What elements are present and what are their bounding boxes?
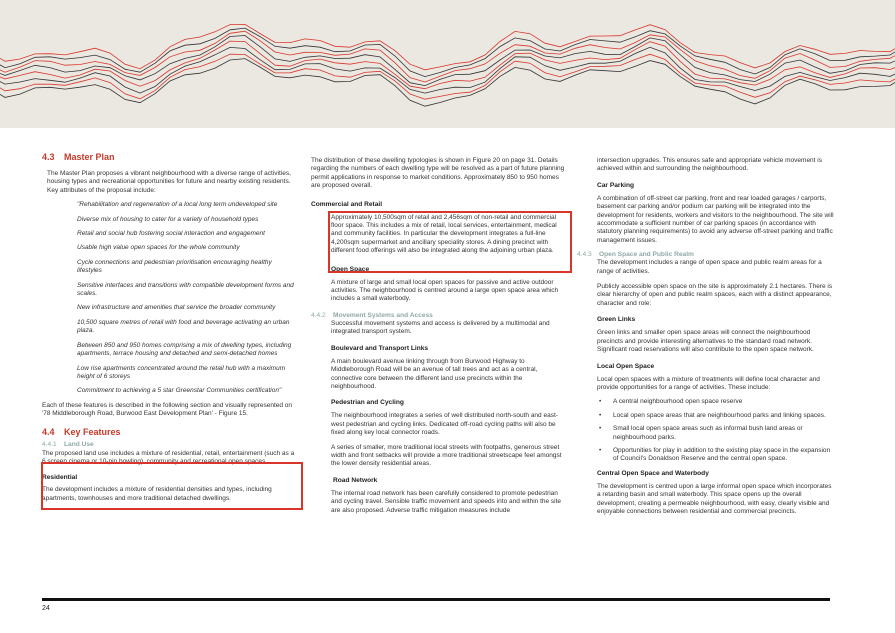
header-banner bbox=[0, 0, 895, 128]
features-description: Each of these features is described in the following section and visually represented on '78 Middleborough Road, Burwood East Development Plan' - Figure 15. bbox=[42, 401, 293, 418]
subsection-title: Open Space and Public Realm bbox=[599, 251, 694, 259]
commercial-retail-text: Approximately 10,500sqm of retail and 2,456sqm of non-retail and commercial floor space. This includes a mix of retail, local services, entertainment, medical and community facilities. In particular the development integrates a full-line 4,200sqm supermarket and ancillary speciality stores. A dining precinct with different food offerings will also be integrated along the adjoining urban plaza. bbox=[331, 213, 557, 255]
central-open-space-heading: Central Open Space and Waterbody bbox=[597, 469, 709, 477]
subsection-title: Land Use bbox=[64, 440, 94, 448]
subsection-heading-movement bbox=[311, 312, 567, 319]
land-use-text: The proposed land use includes a mixture of residential, retail, entertainment (such as a 6 screen cinema or 10-pin bowling), community and recreational open spaces. bbox=[42, 449, 295, 465]
subsection-heading-open-space-realm bbox=[577, 251, 835, 258]
key-attribute-item: Sensitive interfaces and transitions with compatible development forms and scales. bbox=[77, 281, 294, 298]
highlight-box-land-use bbox=[41, 462, 303, 510]
open-space-heading: Open Space bbox=[331, 265, 370, 273]
residential-text: The development includes a mixture of residential densities and types, including apartments, townhouses and more traditional detached dwellings. bbox=[42, 486, 272, 502]
pedestrian-cycling-heading: Pedestrian and Cycling bbox=[331, 399, 404, 407]
open-space-bullet-list bbox=[597, 398, 835, 463]
key-attribute-item: 10,500 square metres of retail with food and beverage activating an urban plaza. bbox=[77, 318, 290, 335]
bullet-text: Local open space areas that are neighbourhood parks and linking spaces. bbox=[613, 411, 826, 419]
key-attribute-item: Retail and social hub fostering social interaction and engagement bbox=[77, 230, 265, 238]
subsection-number: 4.4.1 bbox=[42, 440, 57, 448]
contour-line bbox=[0, 31, 895, 82]
key-attribute-item: New infrastructure and amenities that service the broader community bbox=[77, 304, 276, 312]
bullet-text: Opportunities for play in addition to the existing play space in the expansion of Council's Donaldson Reserve and the central open space. bbox=[613, 446, 831, 463]
contour-line bbox=[0, 28, 895, 77]
key-attribute-item: Cycle connections and pedestrian prioritisation encouraging healthy lifestyles bbox=[77, 258, 272, 275]
section-heading-key-features bbox=[42, 427, 298, 437]
section-number: 4.4 bbox=[42, 426, 55, 437]
car-parking-heading: Car Parking bbox=[597, 181, 635, 189]
column-left bbox=[42, 152, 298, 503]
public-realm-text: The development includes a range of open space and public realm areas for a range of activities. bbox=[597, 259, 822, 275]
key-attribute-item: Commitment to achieving a 5 star Greenstar Communities certification" bbox=[77, 387, 282, 395]
bullet-item bbox=[597, 447, 835, 464]
bullet-item bbox=[597, 425, 835, 442]
commercial-retail-heading: Commercial and Retail bbox=[311, 200, 383, 208]
key-attribute-item: Diverse mix of housing to cater for a variety of household types bbox=[77, 215, 259, 223]
bullet-text: A central neighbourhood open space reserve bbox=[613, 398, 743, 406]
key-attribute-item: "Rehabilitation and regeneration of a local long term undeveloped site bbox=[77, 201, 278, 209]
section-title: Master Plan bbox=[64, 152, 115, 162]
road-network-heading: Road Network bbox=[333, 476, 378, 484]
boulevard-heading: Boulevard and Transport Links bbox=[331, 344, 429, 352]
section-title: Key Features bbox=[64, 426, 121, 437]
bullet-item bbox=[597, 412, 835, 420]
boulevard-text: A main boulevard avenue linking through from Burwood Highway to Middleborough Road will be an avenue of tall trees and act as a central, connective core between the different land use precincts within the neighbourhood. bbox=[331, 357, 538, 390]
public-open-space-text: Publicly accessible open space on the site is approximately 2.1 hectares. There is clear hierarchy of open and public realm spaces, each with a distinct appearance, character and role: bbox=[597, 283, 833, 307]
column-right bbox=[577, 157, 835, 516]
local-streets-text: A series of smaller, more traditional local streets with footpaths, generous street width and front setbacks will provide a more traditional streetscape feel amongst the lower density residential areas. bbox=[331, 443, 562, 468]
master-plan-intro: The Master Plan proposes a vibrant neighbourhood with a diverse range of activities, housing types and recreational opportunities for future and nearby existing residents. Key attributes of the proposal include: bbox=[47, 170, 291, 194]
open-space-text: A mixture of large and small local open spaces for passive and active outdoor activities. The neighbourhood is centred around a large open space area which includes a small waterbody. bbox=[331, 278, 559, 303]
bullet-marker: • bbox=[599, 425, 602, 433]
subsection-title: Movement Systems and Access bbox=[333, 311, 433, 319]
bullet-marker: • bbox=[599, 411, 602, 419]
key-attribute-item: Low rise apartments concentrated around the retail hub with a maximum height of 6 storeys bbox=[77, 364, 286, 380]
green-links-text: Green links and smaller open space areas will connect the neighbourhood precincts and provide interesting alternatives to the standard road network. Significant road reservations will also contribute to the open space network. bbox=[597, 329, 814, 354]
subsection-heading-land-use bbox=[42, 441, 298, 448]
bullet-item bbox=[597, 398, 835, 406]
central-open-space-text: The development is centred upon a large informal open space which incorporates a retarding basin and small waterbody. This space opens up the overall development, creating a permeable neighbourhood, with easy, clearly visible and enjoyable connections between residential and commercial precincts. bbox=[597, 482, 832, 515]
road-network-text: The internal road network has been carefully considered to promote pedestrian and cycling travel. Sensible traffic movement and speeds into and within the site are also proposed. Adverse traffic mitigation measures include bbox=[331, 489, 562, 514]
section-number: 4.3 bbox=[42, 152, 55, 162]
local-open-space-text: Local open spaces with a mixture of treatments will define local character and provide opportunities for a range of activities. These include: bbox=[597, 375, 820, 391]
key-attribute-item: Between 850 and 950 homes comprising a mix of dwelling types, including apartments, terrace housing and detached and semi-detached homes bbox=[77, 341, 292, 358]
pedestrian-cycling-text: The neighbourhood integrates a series of well distributed north-south and east-west pedestrian and cycling links. Dedicated off-road cycling paths will also be fixed along key local connector roads. bbox=[331, 412, 558, 437]
bullet-marker: • bbox=[599, 398, 602, 406]
car-parking-text: A combination of off-street car parking, front and rear loaded garages / carports, basement car parking and/or podium car parking will be integrated into the development for residents, workers and visitors to the neighbourhood. The site will accommodate a sufficient number of car parking spaces (in accordance with statutory planning requirements) to avoid any adverse off-street parking and traffic management issues. bbox=[597, 194, 834, 244]
local-open-space-heading: Local Open Space bbox=[597, 362, 655, 370]
green-links-heading: Green Links bbox=[597, 316, 636, 324]
subsection-number: 4.4.2 bbox=[311, 311, 326, 319]
bullet-marker: • bbox=[599, 446, 602, 454]
key-attributes-list bbox=[42, 201, 298, 396]
contour-line bbox=[0, 36, 895, 86]
dwelling-distribution-text: The distribution of these dwelling typologies is shown in Figure 20 on page 31. Details regarding the numbers of each dwelling type will be resolved as a part of future planning permit applications in response to market conditions. Approximately 850 to 950 homes are proposed overall. bbox=[311, 157, 565, 190]
page-number: 24 bbox=[42, 605, 50, 612]
movement-text: Successful movement systems and access is delivered by a multimodal and integrated transport system. bbox=[331, 319, 550, 336]
contour-lines-graphic bbox=[0, 0, 895, 128]
highlight-box-commercial-retail bbox=[328, 211, 572, 273]
intersection-text: intersection upgrades. This ensures safe and appropriate vehicle movement is achieved within and surrounding the neighbourhood. bbox=[597, 157, 822, 173]
section-heading-master-plan bbox=[42, 152, 298, 162]
key-attribute-item: Usable high value open spaces for the whole community bbox=[77, 244, 240, 252]
bullet-text: Small local open space areas such as informal bush land areas or neighbourhood parks. bbox=[613, 425, 803, 441]
subsection-number: 4.4.3 bbox=[577, 251, 592, 259]
footer-rule bbox=[42, 598, 830, 601]
residential-heading: Residential bbox=[42, 474, 78, 482]
contour-line bbox=[0, 24, 895, 69]
